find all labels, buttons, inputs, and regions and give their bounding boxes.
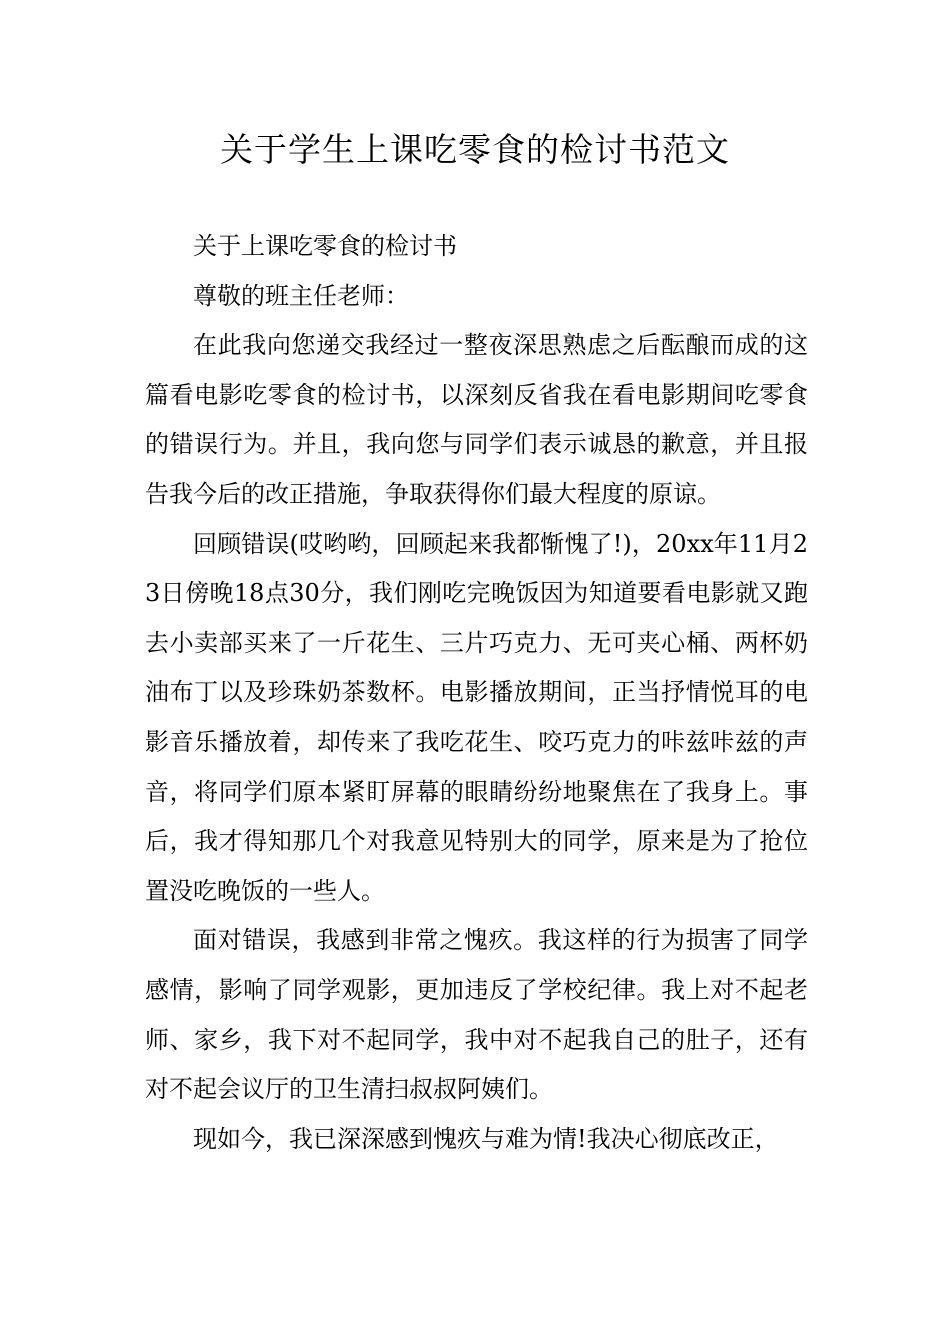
document-title: 关于学生上课吃零食的检讨书范文 bbox=[220, 130, 730, 169]
paragraph-intro: 在此我向您递交我经过一整夜深思熟虑之后酝酿而成的这篇看电影吃零食的检讨书，以深刻反省我在看电影期间吃零食的错误行为。并且，我向您与同学们表示诚恳的歉意，并且报告我今后的改正措施，争取获得你们最大程度的原谅。 bbox=[145, 331, 808, 508]
paragraph-review: 回顾错误(哎哟哟，回顾起来我都惭愧了!)，20xx年11月23日傍晚18点30分，我们刚吃完晚饭因为知道要看电影就又跑去小卖部买来了一斤花生、三片巧克力、无可夹心桶、两杯奶油布丁以及珍珠奶茶数杯。电影播放期间，正当抒情悦耳的电影音乐播放着，却传来了我吃花生、咬巧克力的咔兹咔兹的声音，将同学们原本紧盯屏幕的眼睛纷纷地聚焦在了我身上。事后，我才得知那几个对我意见特别大的同学，原来是为了抢位置没吃晚饭的一些人。 bbox=[145, 529, 808, 905]
paragraph-resolution: 现如今，我已深深感到愧疚与难为情!我决心彻底改正， bbox=[193, 1124, 779, 1153]
paragraph-heading: 关于上课吃零食的检讨书 bbox=[193, 232, 457, 260]
paragraph-remorse: 面对错误，我感到非常之愧疚。我这样的行为损害了同学感情，影响了同学观影，更加违反了学校纪律。我上对不起老师、家乡，我下对不起同学，我中对不起我自己的肚子，还有对不起会议厅的卫生清扫叔叔阿姨们。 bbox=[145, 926, 808, 1104]
paragraph-salutation: 尊敬的班主任老师： bbox=[193, 281, 409, 310]
document-body bbox=[145, 222, 808, 1164]
